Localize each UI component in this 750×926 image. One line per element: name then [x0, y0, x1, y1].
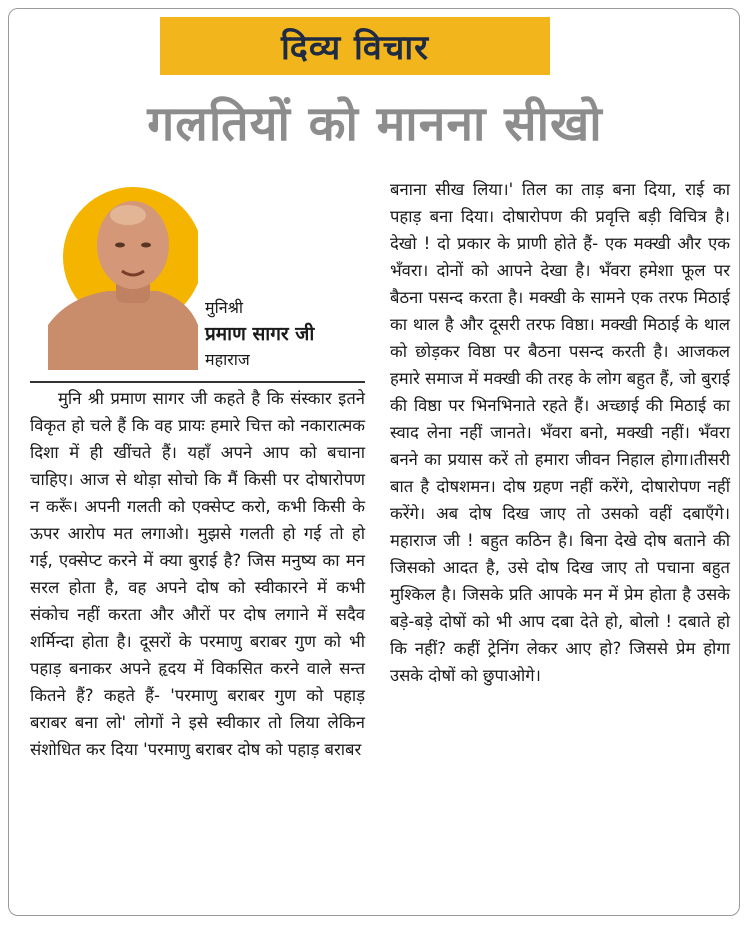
author-suffix: महाराज	[205, 350, 250, 369]
section-banner	[160, 17, 550, 75]
author-name: प्रमाण सागर जी	[205, 323, 315, 345]
portrait-right-eye	[141, 243, 151, 248]
author-byline	[205, 295, 314, 373]
article-column-left: मुनि श्री प्रमाण सागर जी कहते है कि संस्कार इतने विकृत हो चले हैं कि वह प्रायः हमारे चित्त को नकारात्मक दिशा में ही खींचते हैं। यहाँ अपने आप को बचाना चाहिए। आज से थोड़ा सोचो कि मैं किसी पर दोषारोपण न करूँ। अपनी गलती को एक्सेप्ट करो, कभी किसी के ऊपर आरोप मत लगाओ। मुझसे गलती हो गई तो हो गई, एक्सेप्ट करने में क्या बुराई है? जिस मनुष्य का मन सरल होता है, वह अपने दोष को स्वीकारने में कभी संकोच नहीं करता और औरों पर दोष लगाने में सदैव शर्मिन्दा होता है। दूसरों के परमाणु बराबर गुण को भी पहाड़ बनाकर अपने हृदय में विकसित करने वाले सन्त कितने हैं? कहते हैं- 'परमाणु बराबर गुण को पहाड़ बराबर बना लो' लोगों ने इसे स्वीकार तो लिया लेकिन संशोधित कर दिया 'परमाणु बराबर दोष को पहाड़ बराबर	[30, 389, 365, 759]
author-portrait	[48, 185, 198, 370]
byline-divider	[30, 381, 365, 383]
article-headline: गलतियों को मानना सीखो	[147, 96, 603, 152]
portrait-head-shine	[110, 205, 146, 225]
article-column-right: बनाना सीख लिया।' तिल का ताड़ बना दिया, राई का पहाड़ बना दिया। दोषारोपण की प्रवृत्ति बड़ी विचित्र है।देखो ! दो प्रकार के प्राणी होते हैं- एक मक्खी और एक भँवरा। दोनों को आपने देखा है। भँवरा हमेशा फूल पर बैठना पसन्द करता है। मक्खी के सामने एक तरफ मिठाई का थाल है और दूसरी तरफ विष्ठा। मक्खी मिठाई के थाल को छोड़कर विष्ठा पर बैठना पसन्द करती है। आजकल हमारे समाज में मक्खी की तरह के लोग बहुत हैं, जो बुराई की विष्ठा पर भिनभिनाते रहते हैं। अच्छाई की मिठाई का स्वाद लेना नहीं जानते। भँवरा बनो, मक्खी नहीं। भँवरा बनने का प्रयास करें तो हमारा जीवन निहाल होगा।तीसरी बात है दोषशमन। दोष ग्रहण नहीं करेंगे, दोषारोपण नहीं करेंगे। अब दोष दिख जाए तो उसको वहीं दबाएँगे। महाराज जी ! बहुत कठिन है। बिना देखे दोष बताने की जिसको आदत है, उसे दोष दिख जाए तो पचाना बहुत मुश्किल है। जिसके प्रति आपके मन में प्रेम होता है उसके बड़े-बड़े दोषों को भी आप दबा देते हो, बोलो ! दबाते हो कि नहीं? कहीं ट्रेनिंग लेकर आए हो? जिससे प्रेम होगा उसके दोषों को छुपाओगे।	[390, 180, 730, 685]
section-title: दिव्य विचार	[280, 28, 430, 68]
author-prefix: मुनिश्री	[205, 298, 244, 317]
portrait-left-eye	[115, 243, 125, 248]
